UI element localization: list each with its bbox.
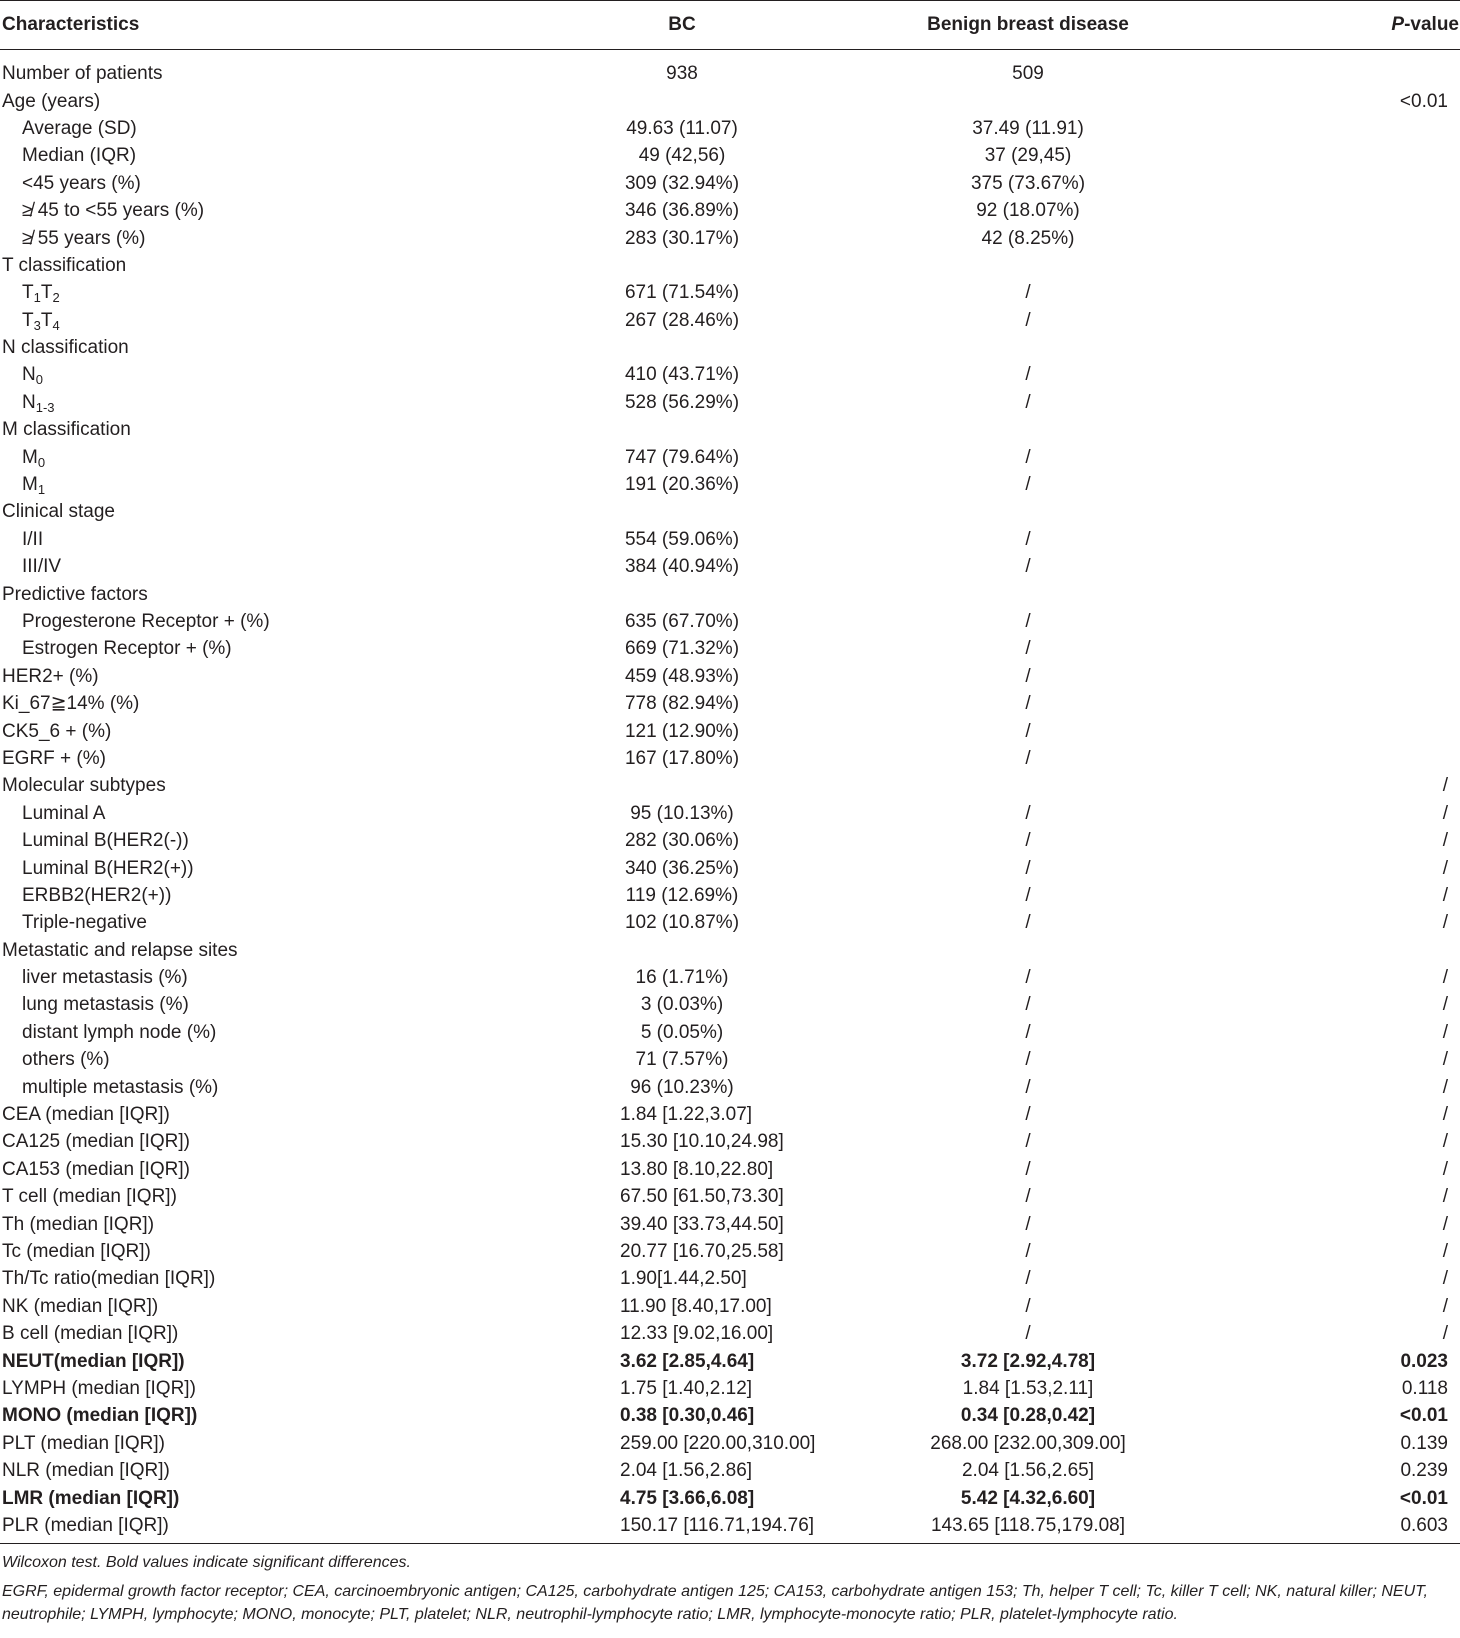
table-row bbox=[0, 526, 1460, 553]
table-row bbox=[0, 334, 1460, 361]
table-row bbox=[0, 745, 1460, 772]
row-label: HER2+ (%) bbox=[2, 665, 99, 687]
p-value bbox=[1312, 252, 1460, 279]
table-row bbox=[0, 50, 1460, 88]
benign-value: / bbox=[1025, 884, 1031, 906]
p-value bbox=[1312, 224, 1460, 251]
table-row bbox=[0, 498, 1460, 525]
bc-value: 12.33 [9.02,16.00] bbox=[620, 1323, 774, 1345]
bc-value bbox=[480, 87, 744, 114]
table-row bbox=[0, 991, 1460, 1018]
benign-value: / bbox=[1025, 802, 1031, 824]
p-value: 0.239 bbox=[1400, 1460, 1448, 1482]
benign-value bbox=[744, 416, 1312, 443]
benign-value: / bbox=[1025, 474, 1031, 496]
benign-value: / bbox=[1025, 857, 1031, 879]
bc-value: 96 (10.23%) bbox=[630, 1076, 734, 1098]
p-value bbox=[1312, 170, 1460, 197]
bc-value: 671 (71.54%) bbox=[624, 282, 740, 304]
row-label: T classification bbox=[2, 254, 127, 276]
row-label: Predictive factors bbox=[2, 583, 148, 605]
header-benign: Benign breast disease bbox=[744, 1, 1312, 50]
bc-value bbox=[480, 772, 744, 799]
bc-value: 11.90 [8.40,17.00] bbox=[620, 1295, 772, 1317]
header-row bbox=[0, 1, 1460, 50]
table-row bbox=[0, 1101, 1460, 1128]
bc-value: 410 (43.71%) bbox=[624, 364, 740, 386]
p-value: <0.01 bbox=[1399, 1487, 1448, 1509]
benign-value: / bbox=[1025, 391, 1031, 413]
bc-value: 554 (59.06%) bbox=[624, 528, 740, 550]
table-row bbox=[0, 307, 1460, 334]
benign-value: 37.49 (11.91) bbox=[972, 117, 1084, 139]
table-row bbox=[0, 1484, 1460, 1511]
label-text: M bbox=[22, 474, 38, 496]
table-row bbox=[0, 909, 1460, 936]
table-row bbox=[0, 690, 1460, 717]
row-label: Luminal B(HER2(-)) bbox=[22, 830, 189, 852]
row-label bbox=[0, 389, 480, 416]
benign-value: / bbox=[1025, 967, 1031, 989]
bc-value: 49.63 (11.07) bbox=[626, 117, 738, 139]
benign-value: / bbox=[1025, 1295, 1031, 1317]
p-value: / bbox=[1442, 967, 1448, 989]
row-label: LYMPH (median [IQR]) bbox=[2, 1377, 196, 1399]
row-label: liver metastasis (%) bbox=[22, 967, 188, 989]
table-row bbox=[0, 443, 1460, 470]
bc-value: 39.40 [33.73,44.50] bbox=[620, 1213, 784, 1235]
p-value bbox=[1312, 471, 1460, 498]
row-label: T cell (median [IQR]) bbox=[2, 1186, 177, 1208]
bc-value: 102 (10.87%) bbox=[624, 912, 740, 934]
label-text: T bbox=[22, 282, 34, 304]
bc-value: 95 (10.13%) bbox=[630, 802, 734, 824]
p-value bbox=[1312, 307, 1460, 334]
row-label: Age (years) bbox=[2, 90, 101, 112]
benign-value: / bbox=[1025, 1076, 1031, 1098]
row-label bbox=[0, 279, 480, 306]
benign-value: 92 (18.07%) bbox=[976, 200, 1080, 222]
bc-value: 15.30 [10.10,24.98] bbox=[620, 1131, 784, 1153]
footnote-abbreviations: EGRF, epidermal growth factor receptor; CEA, carcinoembryonic antigen; CA125, carbohydrate antigen 125; CA153, carbohydrate antigen 153; Th, helper T cell; Tc, killer T cell; NK, natural killer; NEUT, neutrophile; LYMPH, lymphocyte; MONO, monocyte; PLT, platelet; NLR, neutrophil-lymphocyte ratio; LMR, lymphocyte-monocyte ratio; PLR, platelet-lymphocyte ratio. bbox=[2, 1583, 1428, 1624]
row-label: Progesterone Receptor + (%) bbox=[22, 611, 270, 632]
row-label: M classification bbox=[2, 419, 131, 441]
benign-value: / bbox=[1025, 1049, 1031, 1071]
row-label: III/IV bbox=[22, 556, 62, 578]
table-row bbox=[0, 854, 1460, 881]
benign-value: / bbox=[1025, 912, 1031, 934]
row-label: multiple metastasis (%) bbox=[22, 1076, 219, 1098]
table-row bbox=[0, 717, 1460, 744]
bc-value: 5 (0.05%) bbox=[640, 1021, 724, 1043]
p-value: 0.023 bbox=[1400, 1350, 1448, 1372]
p-value: <0.01 bbox=[1399, 1405, 1448, 1427]
benign-value: / bbox=[1025, 1186, 1031, 1208]
row-label: Luminal A bbox=[22, 802, 106, 824]
p-value bbox=[1312, 717, 1460, 744]
bc-value: 309 (32.94%) bbox=[624, 172, 740, 194]
label-subscript: 1-3 bbox=[35, 399, 55, 415]
p-value: / bbox=[1442, 912, 1448, 934]
row-label: Tc (median [IQR]) bbox=[2, 1240, 151, 1262]
benign-value: / bbox=[1025, 364, 1031, 386]
bc-value: 3 (0.03%) bbox=[640, 994, 724, 1016]
row-label: Molecular subtypes bbox=[2, 775, 166, 797]
benign-value: / bbox=[1025, 638, 1031, 660]
table-row bbox=[0, 663, 1460, 690]
bc-value bbox=[480, 937, 744, 964]
table-row bbox=[0, 142, 1460, 169]
row-label: Th (median [IQR]) bbox=[2, 1213, 155, 1235]
row-label: Clinical stage bbox=[2, 501, 115, 523]
benign-value: / bbox=[1025, 309, 1031, 331]
p-value bbox=[1312, 389, 1460, 416]
table-row bbox=[0, 361, 1460, 388]
p-value: / bbox=[1442, 830, 1448, 852]
benign-value: 143.65 [118.75,179.08] bbox=[744, 1512, 1312, 1544]
benign-value bbox=[744, 580, 1312, 607]
p-value: 0.139 bbox=[1400, 1432, 1448, 1454]
benign-value: / bbox=[1025, 611, 1031, 632]
row-label: CEA (median [IQR]) bbox=[2, 1104, 170, 1126]
row-label: PLR (median [IQR]) bbox=[0, 1512, 480, 1544]
bc-value: 346 (36.89%) bbox=[624, 200, 740, 222]
row-label: MONO (median [IQR]) bbox=[2, 1405, 198, 1427]
benign-value bbox=[744, 252, 1312, 279]
bc-value: 119 (12.69%) bbox=[625, 884, 739, 906]
table-row bbox=[0, 279, 1460, 306]
p-value: / bbox=[1442, 1186, 1448, 1208]
label-text: N bbox=[22, 364, 36, 386]
bc-value: 3.62 [2.85,4.64] bbox=[620, 1350, 755, 1372]
bc-value: 259.00 [220.00,310.00] bbox=[620, 1432, 816, 1454]
benign-value: / bbox=[1025, 1131, 1031, 1153]
benign-value: 5.42 [4.32,6.60] bbox=[960, 1487, 1096, 1509]
bc-value: 49 (42,56) bbox=[638, 145, 726, 167]
p-value bbox=[1312, 443, 1460, 470]
bc-value: 71 (7.57%) bbox=[635, 1049, 729, 1071]
table-row bbox=[0, 1293, 1460, 1320]
bc-value: 635 (67.70%) bbox=[624, 611, 740, 632]
p-value bbox=[1312, 937, 1460, 964]
bc-value: 191 (20.36%) bbox=[624, 474, 740, 496]
p-value bbox=[1312, 745, 1460, 772]
p-value bbox=[1312, 690, 1460, 717]
p-value bbox=[1312, 553, 1460, 580]
benign-value bbox=[744, 334, 1312, 361]
table-row bbox=[0, 608, 1460, 635]
bc-value: 384 (40.94%) bbox=[624, 556, 740, 578]
header-p-value bbox=[1312, 1, 1460, 50]
label-subscript: 2 bbox=[52, 290, 60, 306]
bc-value: 1.90[1.44,2.50] bbox=[620, 1268, 747, 1290]
benign-value: / bbox=[1025, 665, 1031, 687]
row-label: Ki_67≧14% (%) bbox=[2, 693, 140, 715]
benign-value: / bbox=[1025, 1104, 1031, 1126]
benign-value: / bbox=[1025, 1158, 1031, 1180]
table-row bbox=[0, 252, 1460, 279]
benign-value: 268.00 [232.00,309.00] bbox=[930, 1432, 1126, 1454]
table-row bbox=[0, 1512, 1460, 1544]
label-text: T bbox=[40, 309, 53, 331]
benign-value: 42 (8.25%) bbox=[981, 227, 1075, 249]
header-bc: BC bbox=[480, 1, 744, 50]
bc-value bbox=[480, 580, 744, 607]
table-row bbox=[0, 635, 1460, 662]
row-label: Metastatic and relapse sites bbox=[2, 939, 238, 961]
p-value bbox=[1312, 580, 1460, 607]
bc-value: 167 (17.80%) bbox=[624, 747, 740, 769]
bc-value: 121 (12.90%) bbox=[624, 720, 740, 742]
table-row bbox=[0, 1347, 1460, 1374]
table-row bbox=[0, 1430, 1460, 1457]
bc-value: 669 (71.32%) bbox=[624, 638, 740, 660]
row-label: lung metastasis (%) bbox=[22, 994, 189, 1016]
p-value: / bbox=[1442, 1240, 1448, 1262]
p-value bbox=[1312, 526, 1460, 553]
row-label: CA125 (median [IQR]) bbox=[2, 1131, 190, 1153]
row-label: N classification bbox=[2, 337, 129, 359]
bc-value: 528 (56.29%) bbox=[624, 391, 740, 413]
row-label: CA153 (median [IQR]) bbox=[2, 1158, 190, 1180]
p-value bbox=[1312, 197, 1460, 224]
row-label bbox=[0, 471, 480, 498]
label-subscript: 1 bbox=[33, 290, 41, 306]
p-value bbox=[1312, 50, 1460, 88]
table-row bbox=[0, 580, 1460, 607]
benign-value: 1.84 [1.53,2.11] bbox=[962, 1377, 1094, 1399]
benign-value: / bbox=[1025, 994, 1031, 1016]
row-label: EGRF + (%) bbox=[2, 747, 106, 769]
bc-value: 778 (82.94%) bbox=[624, 693, 740, 715]
benign-value: / bbox=[1025, 747, 1031, 769]
benign-value bbox=[744, 498, 1312, 525]
benign-value: 509 bbox=[1012, 63, 1044, 85]
row-label: PLT (median [IQR]) bbox=[2, 1432, 165, 1454]
bc-value: 16 (1.71%) bbox=[635, 967, 729, 989]
p-value bbox=[1312, 635, 1460, 662]
table-row bbox=[0, 115, 1460, 142]
p-value: 0.118 bbox=[1401, 1377, 1448, 1399]
table-row bbox=[0, 1238, 1460, 1265]
bc-value bbox=[480, 252, 744, 279]
benign-value: / bbox=[1025, 1323, 1031, 1345]
benign-value: 375 (73.67%) bbox=[970, 172, 1086, 194]
p-value: / bbox=[1442, 994, 1448, 1016]
table-row bbox=[0, 1402, 1460, 1429]
row-label: I/II bbox=[22, 528, 44, 550]
benign-value: / bbox=[1025, 693, 1031, 715]
label-subscript: 3 bbox=[33, 317, 41, 333]
p-value: / bbox=[1442, 775, 1448, 797]
table-row bbox=[0, 170, 1460, 197]
benign-value: 3.72 [2.92,4.78] bbox=[960, 1350, 1096, 1372]
row-label: others (%) bbox=[22, 1049, 110, 1071]
benign-value: 0.34 [0.28,0.42] bbox=[960, 1405, 1096, 1427]
p-value: / bbox=[1442, 1213, 1448, 1235]
row-label: NLR (median [IQR]) bbox=[2, 1460, 170, 1482]
row-label bbox=[0, 361, 480, 388]
table-row bbox=[0, 827, 1460, 854]
bc-value: 938 bbox=[666, 63, 698, 85]
p-value bbox=[1312, 416, 1460, 443]
label-subscript: 0 bbox=[35, 372, 43, 388]
row-label: Th/Tc ratio(median [IQR]) bbox=[2, 1268, 216, 1290]
row-label: Number of patients bbox=[2, 63, 163, 85]
benign-value: 2.04 [1.56,2.65] bbox=[961, 1460, 1095, 1482]
bc-value: 4.75 [3.66,6.08] bbox=[620, 1487, 755, 1509]
bc-value: 67.50 [61.50,73.30] bbox=[620, 1186, 784, 1208]
p-value: / bbox=[1442, 1158, 1448, 1180]
label-text: M bbox=[22, 446, 38, 468]
p-value: / bbox=[1442, 1295, 1448, 1317]
table-row bbox=[0, 553, 1460, 580]
label-subscript: 4 bbox=[52, 317, 60, 333]
header-p-italic: P bbox=[1391, 14, 1405, 35]
row-label: Estrogen Receptor + (%) bbox=[22, 638, 232, 660]
row-label: NEUT(median [IQR]) bbox=[2, 1350, 185, 1372]
benign-value: / bbox=[1025, 1213, 1031, 1235]
table-row bbox=[0, 1320, 1460, 1347]
benign-value: / bbox=[1025, 720, 1031, 742]
label-subscript: 0 bbox=[37, 454, 46, 470]
p-value bbox=[1312, 142, 1460, 169]
row-label: NK (median [IQR]) bbox=[2, 1295, 159, 1317]
bc-value: 747 (79.64%) bbox=[624, 446, 740, 468]
table-row bbox=[0, 964, 1460, 991]
row-label bbox=[0, 307, 480, 334]
p-value: 0.603 bbox=[1312, 1512, 1460, 1544]
p-value bbox=[1312, 334, 1460, 361]
table-row bbox=[0, 1019, 1460, 1046]
p-value: / bbox=[1442, 1104, 1448, 1126]
bc-value: 340 (36.25%) bbox=[624, 857, 740, 879]
benign-value bbox=[744, 772, 1312, 799]
row-label: B cell (median [IQR]) bbox=[2, 1323, 179, 1345]
benign-value: / bbox=[1025, 528, 1031, 550]
row-label: <45 years (%) bbox=[22, 172, 141, 194]
table-row bbox=[0, 1265, 1460, 1292]
bc-value: 459 (48.93%) bbox=[624, 665, 740, 687]
row-label: ≱ 55 years (%) bbox=[22, 227, 146, 249]
bc-value: 150.17 [116.71,194.76] bbox=[480, 1512, 744, 1544]
header-p-rest: -value bbox=[1404, 14, 1459, 35]
bc-value: 1.75 [1.40,2.12] bbox=[620, 1377, 753, 1399]
bc-value: 0.38 [0.30,0.46] bbox=[620, 1405, 755, 1427]
row-label: Median (IQR) bbox=[22, 145, 137, 167]
p-value: / bbox=[1442, 884, 1448, 906]
label-text: T bbox=[22, 309, 34, 331]
table-row bbox=[0, 1375, 1460, 1402]
benign-value: 37 (29,45) bbox=[984, 145, 1072, 167]
row-label: Luminal B(HER2(+)) bbox=[22, 857, 194, 879]
benign-value: / bbox=[1025, 556, 1031, 578]
table-row bbox=[0, 416, 1460, 443]
benign-value: / bbox=[1025, 830, 1031, 852]
benign-value: / bbox=[1025, 1240, 1031, 1262]
row-label bbox=[0, 443, 480, 470]
bc-value bbox=[480, 498, 744, 525]
row-label: distant lymph node (%) bbox=[22, 1021, 217, 1043]
p-value bbox=[1312, 663, 1460, 690]
table-row bbox=[0, 1046, 1460, 1073]
table-row bbox=[0, 389, 1460, 416]
p-value: / bbox=[1442, 1268, 1448, 1290]
footnote-test: Wilcoxon test. Bold values indicate significant differences. bbox=[2, 1554, 411, 1572]
p-value: / bbox=[1442, 1021, 1448, 1043]
p-value: / bbox=[1442, 1131, 1448, 1153]
label-text: N bbox=[22, 391, 36, 413]
row-label: ≱ 45 to <55 years (%) bbox=[22, 200, 205, 222]
table-row bbox=[0, 772, 1460, 799]
p-value: <0.01 bbox=[1399, 90, 1448, 112]
bc-value: 1.84 [1.22,3.07] bbox=[620, 1104, 753, 1126]
table-row bbox=[0, 1156, 1460, 1183]
bc-value: 282 (30.06%) bbox=[624, 830, 740, 852]
p-value bbox=[1312, 115, 1460, 142]
table-body bbox=[0, 50, 1460, 1544]
table-row bbox=[0, 1073, 1460, 1100]
row-label: LMR (median [IQR]) bbox=[2, 1487, 180, 1509]
bc-value: 267 (28.46%) bbox=[624, 309, 740, 331]
benign-value: / bbox=[1025, 1268, 1031, 1290]
bc-value: 283 (30.17%) bbox=[624, 227, 740, 249]
p-value bbox=[1312, 498, 1460, 525]
table-row bbox=[0, 937, 1460, 964]
benign-value bbox=[744, 937, 1312, 964]
table-header bbox=[0, 1, 1460, 50]
p-value bbox=[1312, 608, 1460, 635]
table-row bbox=[0, 1128, 1460, 1155]
p-value bbox=[1312, 279, 1460, 306]
row-label: CK5_6 + (%) bbox=[2, 720, 112, 742]
bc-value: 2.04 [1.56,2.86] bbox=[620, 1460, 753, 1482]
label-text: T bbox=[40, 282, 53, 304]
table-row bbox=[0, 800, 1460, 827]
bc-value: 13.80 [8.10,22.80] bbox=[620, 1158, 774, 1180]
p-value bbox=[1312, 361, 1460, 388]
row-label: ERBB2(HER2(+)) bbox=[22, 884, 172, 906]
bc-value: 20.77 [16.70,25.58] bbox=[620, 1240, 784, 1262]
bc-value bbox=[480, 416, 744, 443]
benign-value bbox=[744, 87, 1312, 114]
bc-value bbox=[480, 334, 744, 361]
benign-value: / bbox=[1025, 1021, 1031, 1043]
table-row bbox=[0, 87, 1460, 114]
table-row bbox=[0, 471, 1460, 498]
table-row bbox=[0, 1457, 1460, 1484]
label-subscript: 1 bbox=[37, 482, 46, 498]
p-value: / bbox=[1442, 1076, 1448, 1098]
p-value: / bbox=[1442, 857, 1448, 879]
benign-value: / bbox=[1025, 282, 1031, 304]
row-label: Average (SD) bbox=[22, 117, 137, 139]
row-label: Triple-negative bbox=[22, 912, 147, 934]
p-value: / bbox=[1442, 802, 1448, 824]
table-row bbox=[0, 1210, 1460, 1237]
benign-value: / bbox=[1025, 446, 1031, 468]
p-value: / bbox=[1442, 1323, 1448, 1345]
table-row bbox=[0, 224, 1460, 251]
table-row bbox=[0, 882, 1460, 909]
table-row bbox=[0, 197, 1460, 224]
header-characteristics: Characteristics bbox=[0, 1, 480, 50]
table-row bbox=[0, 1183, 1460, 1210]
p-value: / bbox=[1442, 1049, 1448, 1071]
